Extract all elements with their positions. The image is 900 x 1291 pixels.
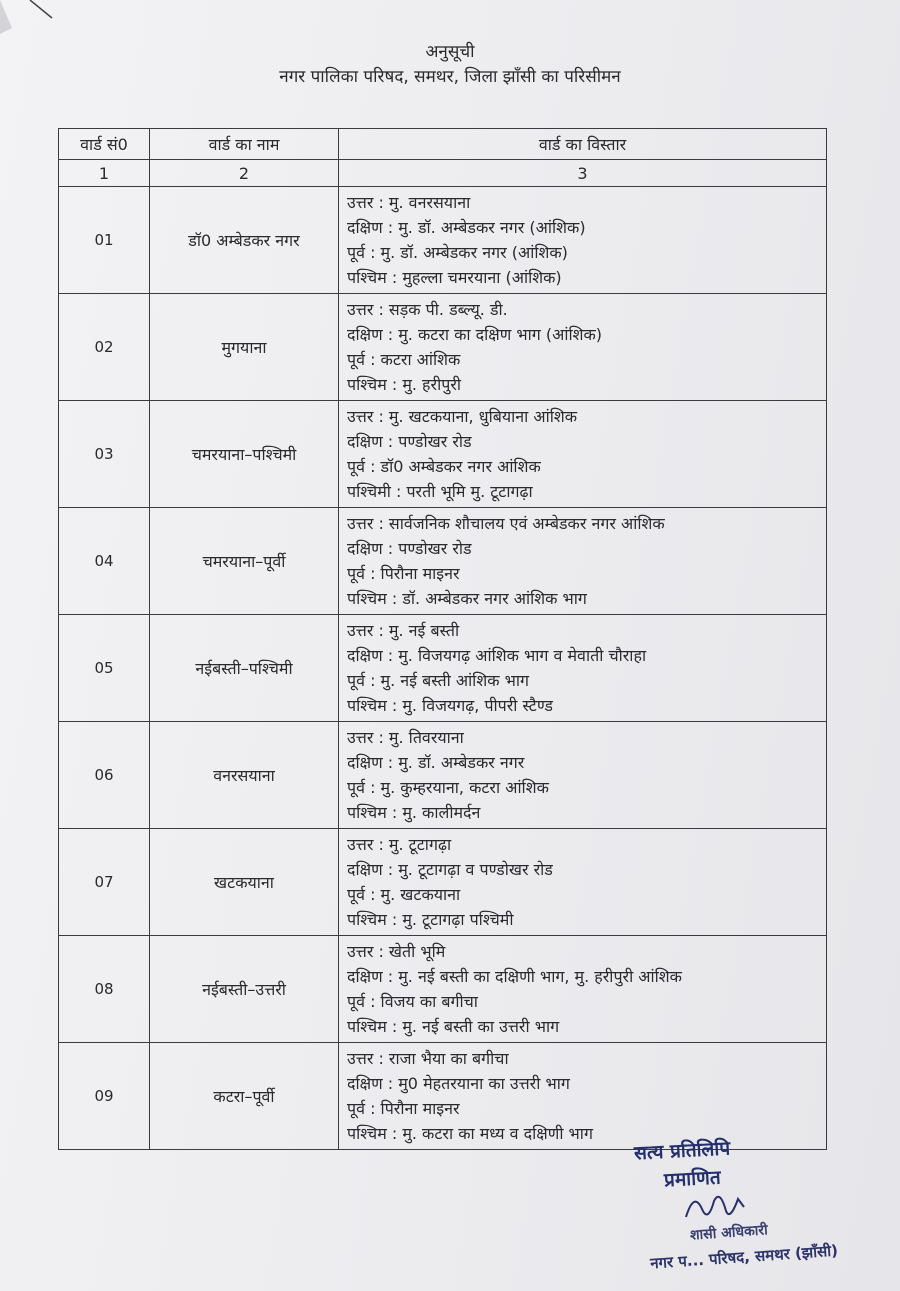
ward-boundary-line: पूर्व : मु. खटकयाना (347, 885, 461, 904)
ward-boundary-line: उत्तर : मु. नई बस्ती (347, 621, 460, 640)
document-subtitle: नगर पालिका परिषद, समथर, जिला झाँसी का परिसीमन (279, 67, 621, 87)
column-header-ward-extent: वार्ड का विस्तार (339, 129, 827, 160)
ward-boundary-line: पश्चिम : मु. कालीमर्दन (347, 803, 481, 822)
ward-boundary-line: पूर्व : पिरौना माइनर (347, 1099, 460, 1118)
ward-row (59, 187, 827, 294)
ward-boundary-line: दक्षिण : मु. टूटागढ़ा व पण्डोखर रोड (347, 860, 553, 879)
ward-name: मुगयाना (150, 294, 339, 401)
ward-row (59, 401, 827, 508)
ward-row (59, 936, 827, 1043)
ward-extent (339, 829, 827, 936)
ward-extent (339, 722, 827, 829)
ward-boundary-line: पूर्व : कटरा आंशिक (347, 350, 461, 369)
document-heading (0, 40, 900, 90)
ward-boundary-line: उत्तर : सार्वजनिक शौचालय एवं अम्बेडकर नगर आंशिक (347, 514, 665, 533)
ward-boundary-line: पूर्व : मु. कुम्हरयाना, कटरा आंशिक (347, 778, 549, 797)
certification-stamp (630, 1137, 860, 1287)
ward-boundary-line: पूर्व : विजय का बगीचा (347, 992, 478, 1011)
ward-boundary-line: उत्तर : मु. वनरसयाना (347, 193, 471, 212)
ward-row (59, 722, 827, 829)
ward-boundary-line: पश्चिम : मु. नई बस्ती का उत्तरी भाग (347, 1017, 560, 1036)
ward-extent (339, 401, 827, 508)
ward-boundary-line: पश्चिम : मु. टूटागढ़ा पश्चिमी (347, 910, 514, 929)
ward-name: कटरा–पूर्वी (150, 1043, 339, 1150)
ward-boundary-line: दक्षिण : पण्डोखर रोड (347, 432, 472, 451)
ward-row (59, 294, 827, 401)
ward-boundary-line: पूर्व : मु. नई बस्ती आंशिक भाग (347, 671, 529, 690)
column-number: 2 (150, 160, 339, 187)
page-corner-fold (0, 0, 60, 40)
ward-boundary-line: पश्चिम : मु. कटरा का मध्य व दक्षिणी भाग (347, 1124, 593, 1143)
ward-name: चमरयाना–पूर्वी (150, 508, 339, 615)
ward-name: वनरसयाना (150, 722, 339, 829)
ward-boundary-line: दक्षिण : मु. डॉ. अम्बेडकर नगर (आंशिक) (347, 218, 586, 237)
ward-number: 04 (59, 508, 150, 615)
ward-extent (339, 187, 827, 294)
ward-boundary-line: पूर्व : मु. डॉ. अम्बेडकर नगर (आंशिक) (347, 243, 568, 262)
ward-boundary-line: दक्षिण : मु. विजयगढ़ आंशिक भाग व मेवाती चौराहा (347, 646, 647, 665)
ward-boundary-line: पूर्व : डॉ0 अम्बेडकर नगर आंशिक (347, 457, 541, 476)
ward-row (59, 829, 827, 936)
column-number: 3 (339, 160, 827, 187)
ward-boundary-line: उत्तर : राजा भैया का बगीचा (347, 1049, 509, 1068)
stamp-office-text: नगर प... परिषद, समथर (झाँसी) (649, 1241, 839, 1273)
ward-boundary-line: पश्चिम : मु. हरीपुरी (347, 375, 462, 394)
ward-name: डॉ0 अम्बेडकर नगर (150, 187, 339, 294)
ward-boundary-line: उत्तर : खेती भूमि (347, 942, 446, 961)
column-number-row (59, 160, 827, 187)
column-header-ward-no: वार्ड सं0 (59, 129, 150, 160)
ward-rows (59, 187, 827, 1150)
ward-row (59, 508, 827, 615)
ward-boundary-line: दक्षिण : मु. नई बस्ती का दक्षिणी भाग, मु. हरीपुरी आंशिक (347, 967, 682, 986)
ward-number: 02 (59, 294, 150, 401)
stamp-officer-text: शासी अधिकारी (689, 1222, 769, 1244)
ward-boundary-line: दक्षिण : मु0 मेहतरयाना का उत्तरी भाग (347, 1074, 570, 1093)
ward-delimitation-table (58, 128, 827, 1150)
ward-boundary-line: उत्तर : मु. खटकयाना, धुबियाना आंशिक (347, 407, 578, 426)
ward-boundary-line: दक्षिण : मु. डॉ. अम्बेडकर नगर (347, 753, 525, 772)
stamp-certified-text: प्रमाणित (663, 1166, 722, 1192)
ward-boundary-line: उत्तर : मु. टूटागढ़ा (347, 835, 452, 854)
stamp-true-copy-text: सत्य प्रतिलिपि (633, 1137, 731, 1165)
column-header-ward-name: वार्ड का नाम (150, 129, 339, 160)
ward-number: 09 (59, 1043, 150, 1150)
ward-number: 03 (59, 401, 150, 508)
ward-extent (339, 508, 827, 615)
ward-row (59, 615, 827, 722)
ward-number: 05 (59, 615, 150, 722)
ward-boundary-line: पश्चिम : मु. विजयगढ़, पीपरी स्टैण्ड (347, 696, 553, 715)
ward-boundary-line: दक्षिण : मु. कटरा का दक्षिण भाग (आंशिक) (347, 325, 603, 344)
ward-number: 06 (59, 722, 150, 829)
ward-number: 01 (59, 187, 150, 294)
ward-extent (339, 1043, 827, 1150)
ward-name: खटकयाना (150, 829, 339, 936)
ward-name: नईबस्ती–उत्तरी (150, 936, 339, 1043)
table-header-row (59, 129, 827, 160)
column-number: 1 (59, 160, 150, 187)
ward-boundary-line: दक्षिण : पण्डोखर रोड (347, 539, 472, 558)
ward-boundary-line: पश्चिमी : परती भूमि मु. टूटागढ़ा (347, 482, 533, 501)
ward-name: चमरयाना–पश्चिमी (150, 401, 339, 508)
ward-name: नईबस्ती–पश्चिमी (150, 615, 339, 722)
ward-boundary-line: पूर्व : पिरौना माइनर (347, 564, 460, 583)
ward-boundary-line: उत्तर : मु. तिवरयाना (347, 728, 464, 747)
ward-number: 07 (59, 829, 150, 936)
ward-extent (339, 936, 827, 1043)
ward-boundary-line: पश्चिम : मुहल्ला चमरयाना (आंशिक) (347, 268, 562, 287)
ward-row (59, 1043, 827, 1150)
ward-extent (339, 294, 827, 401)
document-title: अनुसूची (425, 42, 475, 62)
ward-extent (339, 615, 827, 722)
ward-number: 08 (59, 936, 150, 1043)
ward-boundary-line: उत्तर : सड़क पी. डब्ल्यू. डी. (347, 300, 508, 319)
ward-boundary-line: पश्चिम : डॉ. अम्बेडकर नगर आंशिक भाग (347, 589, 587, 608)
